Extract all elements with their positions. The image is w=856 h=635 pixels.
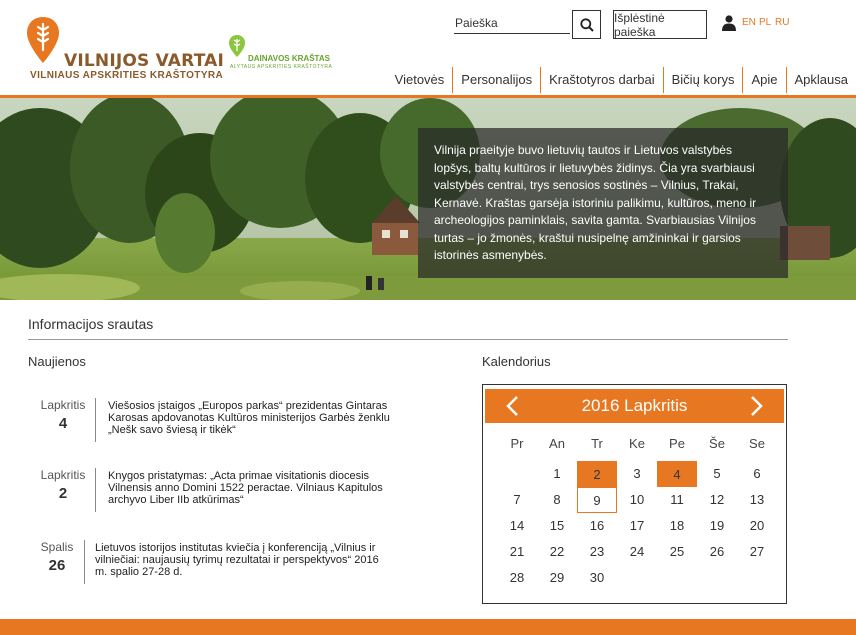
logo-title: VILNIJOS VARTAI [64,51,225,71]
partner-logo-title: DAINAVOS KRAŠTAS [248,54,330,63]
calendar-day[interactable]: 24 [629,544,645,559]
calendar [482,384,787,604]
search-input[interactable] [454,12,570,34]
section-divider [28,339,788,340]
wheat-pin-icon [26,16,60,64]
calendar-month-title: 2016 Lapkritis [581,396,688,415]
site-header [0,0,856,95]
calendar-day[interactable]: 2 [577,461,617,487]
news-text[interactable]: Lietuvos istorijos institutas kviečia į konferenciją „Vilnius ir vilniečiai: naujausių tyrimų rezultatai ir perspektyvos“ 2016 m. spalio 27-28 d. [95,542,379,578]
advanced-search-button[interactable]: Išplėstinė paieška [613,10,707,39]
nav-item-krastotyros-darbai[interactable]: Kraštotyros darbai [540,67,663,93]
nav-item-apklausa[interactable]: Apklausa [786,67,856,93]
nav-item-biciu-korys[interactable]: Bičių korys [663,67,743,93]
news-month: Lapkritis [40,468,86,482]
calendar-day[interactable]: 15 [549,518,565,533]
green-wheat-pin-icon [228,34,246,58]
news-item[interactable] [28,468,388,516]
calendar-day[interactable]: 21 [509,544,525,559]
calendar-day[interactable]: 18 [669,518,685,533]
section-title: Informacijos srautas [28,316,154,332]
hero-text: Vilnija praeityje buvo lietuvių tautos ir Lietuvos valstybės lopšys, baltų kultūros ir lietuvybės židinys. Čia yra svarbiausi valstybės centrai, trys senosios sostinės – Vilnius, Trakai, Kernavė. Kraštas garsėja istoriniu palikimu, kultūros, meno ir archeologijos paminklais, savita gamta. Svarbiausias Vilnijos turtas – jo žmonės, kraštui nusipelnę amžininkai ir garsios istorinės asmenybės. [434,143,757,262]
user-icon[interactable] [722,15,736,31]
news-heading: Naujienos [28,354,86,369]
calendar-day[interactable]: 5 [713,466,721,481]
news-separator [84,540,85,584]
calendar-day[interactable]: 12 [709,492,725,507]
nav-item-vietoves[interactable]: Vietovės [394,72,445,87]
calendar-weekday: Še [709,436,725,451]
news-text[interactable]: Viešosios įstaigos „Europos parkas“ prezidentas Gintaras Karosas apdovanotas Kultūros ministerijos Garbės ženklu „Nešk savo šviesą ir tikėk“ [108,400,390,436]
calendar-day[interactable]: 30 [589,570,605,585]
calendar-day[interactable]: 29 [549,570,565,585]
partner-logo[interactable] [228,34,338,74]
calendar-weekday: Ke [629,436,645,451]
news-date [28,540,86,574]
news-day: 26 [48,557,66,574]
calendar-day[interactable]: 10 [629,492,645,507]
calendar-day[interactable]: 9 [577,487,617,513]
calendar-day[interactable]: 16 [589,518,605,533]
footer-bar [0,619,856,635]
partner-logo-subtitle: ALYTAUS APSKRITIES KRAŠTOTYRA [230,64,333,70]
main-nav [387,67,856,93]
news-separator [95,468,96,512]
news-month: Spalis [40,540,74,554]
hero-banner [0,95,856,300]
calendar-weekday: An [549,436,565,451]
chevron-right-icon[interactable] [746,395,766,417]
nav-item-personalijos[interactable]: Personalijos [452,67,540,93]
calendar-day[interactable]: 22 [549,544,565,559]
calendar-day[interactable]: 7 [513,492,521,507]
calendar-day[interactable]: 14 [509,518,525,533]
calendar-day[interactable]: 11 [670,492,684,507]
calendar-day[interactable]: 13 [749,492,765,507]
calendar-day[interactable]: 19 [709,518,725,533]
calendar-weekday: Se [749,436,765,451]
news-date [28,468,98,502]
calendar-header [485,389,784,423]
calendar-day[interactable]: 25 [669,544,685,559]
calendar-day[interactable]: 1 [553,466,561,481]
search-button[interactable] [572,10,601,39]
nav-item-apie[interactable]: Apie [742,67,785,93]
news-item[interactable] [28,540,388,588]
calendar-heading: Kalendorius [482,354,551,369]
logo-subtitle: VILNIAUS APSKRITIES KRAŠTOTYRA [30,70,224,81]
lang-ru[interactable]: RU [775,17,790,28]
calendar-day[interactable]: 27 [749,544,765,559]
chevron-left-icon[interactable] [503,395,523,417]
lang-en[interactable]: EN [742,17,756,28]
news-day: 4 [58,415,68,432]
calendar-weekday: Pr [510,436,524,451]
calendar-day[interactable]: 26 [709,544,725,559]
calendar-weekday: Tr [591,436,603,451]
news-date [28,398,98,432]
news-item[interactable] [28,398,388,446]
news-day: 2 [58,485,68,502]
calendar-day[interactable]: 17 [629,518,645,533]
calendar-day[interactable]: 6 [753,466,761,481]
lang-pl[interactable]: PL [759,17,772,28]
search-icon [580,18,594,32]
news-text[interactable]: Knygos pristatymas: „Acta primae visitationis diocesis Vilnensis anno Domini 1522 peractae. Vilniaus Kapitulos archyvo Liber IIb atkūrimas“ [108,470,383,506]
calendar-day[interactable]: 23 [589,544,605,559]
calendar-day[interactable]: 28 [509,570,525,585]
calendar-day[interactable]: 4 [657,461,697,487]
calendar-day[interactable]: 8 [553,492,561,507]
calendar-day[interactable]: 3 [633,466,641,481]
calendar-day[interactable]: 20 [749,518,765,533]
site-logo[interactable] [26,16,225,86]
calendar-weekday: Pe [669,436,685,451]
news-month: Lapkritis [40,398,86,412]
news-separator [95,398,96,442]
hero-text-overlay [418,128,788,278]
